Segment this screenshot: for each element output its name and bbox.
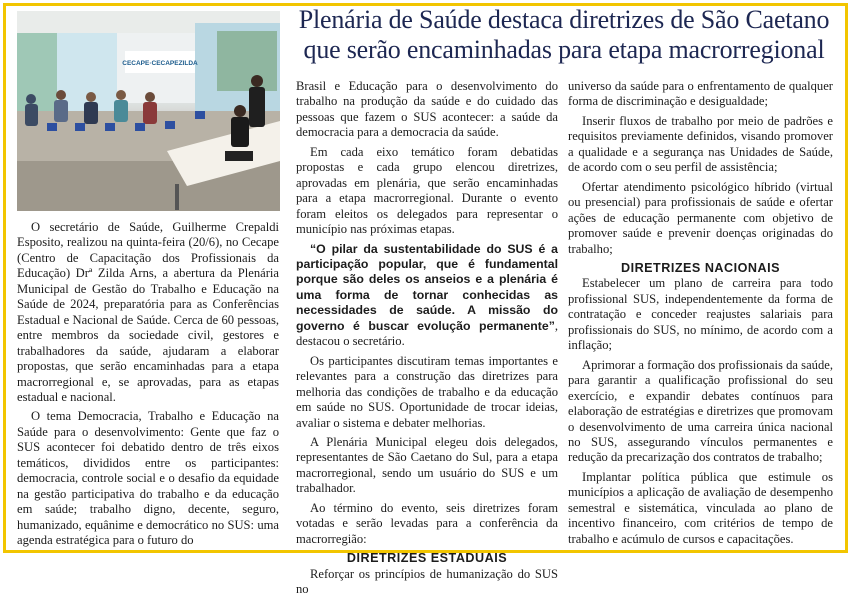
paragraph: Ofertar atendimento psicológico híbrido (virtual ou presencial) para profissionais de saúde e ofertar ações de educação permanente com objetivo de promover saúde e prevenir doenças originadas do trabalho; <box>568 179 833 256</box>
subheading-state-guidelines: DIRETRIZES ESTADUAIS <box>346 551 508 566</box>
paragraph: O tema Democracia, Trabalho e Educação na Saúde para o desenvolvimento: Gente que faz o SUS acontecer foi debatido dentro de três eixos temáticos, divididos entre os participantes: democracia, controle social e o desafio da equidade na gestão participativa do trabalho e da educação em saúde; trabalho digno, decente, seguro, humanizado, equânime e democrático no SUS: uma agenda estratégica para o futuro do <box>17 409 279 548</box>
column-3 <box>568 79 833 547</box>
article-photo <box>17 11 280 211</box>
paragraph: universo da saúde para o enfrentamento de qualquer forma de discriminação e desigualdade; <box>568 79 833 109</box>
wall-sign-text: CECAPE·CECAPEZILDA <box>122 60 198 67</box>
column-2 <box>296 79 558 598</box>
paragraph: A Plenária Municipal elegeu dois delegados, representantes de São Caetano do Sul, para a etapa macrorregional, sendo um usuário do SUS e um trabalhador. <box>296 434 558 496</box>
paragraph: Inserir fluxos de trabalho por meio de padrões e requisitos previamente definidos, visando promover a qualidade e a segurança nas Unidades de Saúde, de acordo com o seu perfil de assistência; <box>568 113 833 175</box>
paragraph: O secretário de Saúde, Guilherme Crepaldi Esposito, realizou na quinta-feira (20/6), no Cecape (Centro de Capacitação dos Profissionais da Educação) Drª Zilda Arns, a abertura da Plenária Municipal de Gestão do Trabalho e Educação na Saúde de 2024, preparatória para as Conferências Estadual e Nacional de Saúde. Cerca de 60 pessoas, entre membros da sociedade civil, gestores e trabalhadores da saúde, ajudaram a elaborar propostas, que serão encaminhadas para a etapa macrorregional e, se aprovadas, para as etapas estadual e nacional. <box>17 220 279 404</box>
secretary-quote: “O pilar da sustentabilidade do SUS é a participação popular, que é fundamental porque são deles os anseios e a plenária é uma forma de tornar conhecidas as necessidades de saúde. A missão do governo é buscar evolução permanente” <box>296 241 558 333</box>
paragraph: Estabelecer um plano de carreira para todo profissional SUS, independentemente da forma de contratação e conceder reajustes salariais para profissionais do SUS, no mínimo, de acordo com a inflação; <box>568 276 833 353</box>
headline-line-2: que serão encaminhadas para etapa macrorregional <box>303 35 825 64</box>
paragraph: Ao término do evento, seis diretrizes foram votadas e serão levadas para a conferência da macrorregião: <box>296 500 558 546</box>
subheading-national-guidelines: DIRETRIZES NACIONAIS <box>620 260 781 275</box>
paragraph: Reforçar os princípios de humanização do SUS no <box>296 566 558 597</box>
paragraph: Em cada eixo temático foram debatidas propostas e cada grupo elencou diretrizes, aprovadas em plenária, que serão encaminhadas para a etapa macrorregional. Durante o evento foram eleitos os delegados para representar o município nas próximas etapas. <box>296 144 558 237</box>
meeting-photo-illustration <box>17 11 280 211</box>
paragraph: Os participantes discutiram temas importantes e relevantes para a construção das diretrizes para melhoria das condições de trabalho e da educação em saúde no SUS. Oportunidade de trocar ideias, avaliar o sistema e debater melhorias. <box>296 353 558 430</box>
quote-attribution: , destacou o secretário. <box>296 318 558 349</box>
paragraph: Brasil e Educação para o desenvolvimento do trabalho na produção da saúde e do cuidado das pessoas que fazem o SUS acontecer: a saúde da democracia para a democracia da saúde. <box>296 79 558 140</box>
headline-line-1: Plenária de Saúde destaca diretrizes de São Caetano <box>298 5 830 34</box>
headline <box>290 5 838 65</box>
paragraph: Implantar política pública que estimule os municípios a aplicação de avaliação de desempenho semestral e sistemática, vinculada ao plano de incentivo financeiro, com critérios de tempo de trabalho e acúmulo de cursos e capacitações. <box>568 469 833 546</box>
column-1 <box>17 220 279 549</box>
paragraph: Aprimorar a formação dos profissionais da saúde, para garantir a qualificação profissional do seu exercício, e expandir debates contínuos para elaboração de estratégias e diretrizes que promovam o desenvolvimento de uma carreira única nacional no SUS, assegurando vínculos permanentes e redução da precarização dos contratos de trabalho; <box>568 357 833 465</box>
quote-paragraph <box>296 242 558 350</box>
